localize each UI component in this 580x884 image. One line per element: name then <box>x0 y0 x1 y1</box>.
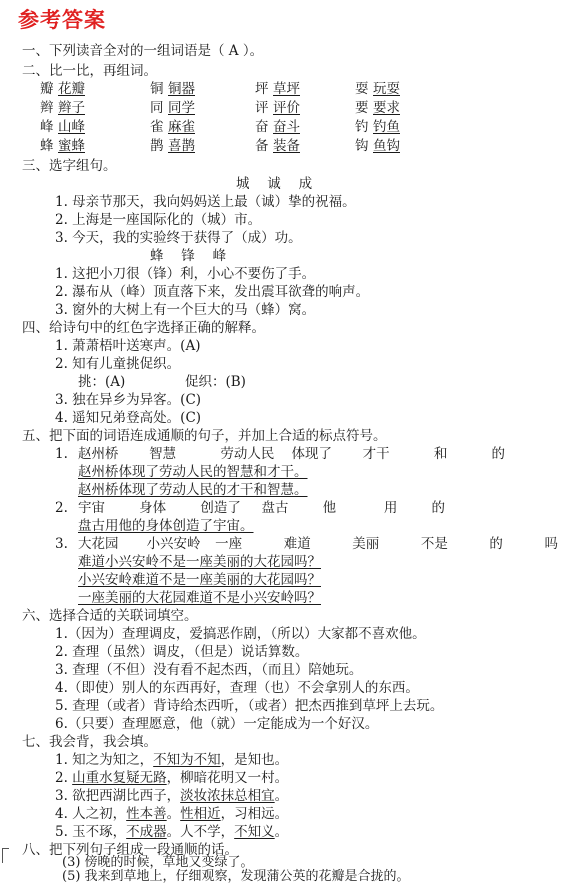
word-token: 才干 <box>362 446 390 462</box>
s7-line-2-answer: 山重水复疑无路 <box>72 770 167 786</box>
word-token: 他 <box>322 500 337 516</box>
s3-line-2: 2. 上海是一座国际化的（城）市。 <box>55 212 262 228</box>
word-token: 劳动人民 <box>220 446 275 462</box>
word-token: 智慧 <box>149 446 177 462</box>
word-token: 用 <box>383 500 398 516</box>
s7-line-4-text: 4. 人之初， <box>55 806 127 822</box>
s2-word: 奋斗 <box>273 119 300 135</box>
s2-word: 麻雀 <box>168 119 195 135</box>
s2-char: 雀 <box>150 119 164 135</box>
s7-line-4-mid: 。 <box>166 806 181 822</box>
s6-heading: 六、选择合适的关联词填空。 <box>22 608 198 624</box>
s2-char: 要 <box>355 100 369 116</box>
word-token: 体现了 <box>291 446 332 462</box>
s2-char: 蜂 <box>40 138 54 154</box>
s2-char: 备 <box>255 138 269 154</box>
s2-char: 铜 <box>150 81 164 97</box>
s4-line-3b: 促织：(B) <box>185 374 246 390</box>
word-token: 的 <box>491 446 505 462</box>
s4-line-1: 1. 萧萧梧叶送寒声。(A) <box>55 338 201 354</box>
s7-line-5-text: 5. 玉不琢， <box>55 824 127 840</box>
s2-word: 铜器 <box>168 81 195 97</box>
corner-mark <box>2 848 9 863</box>
s7-line-5-answer-2: 不知义 <box>234 824 275 840</box>
s3-line-1: 1. 母亲节那天，我向妈妈送上最（诚）挚的祝福。 <box>55 194 356 210</box>
s5-q1-answer-1: 赵州桥体现了劳动人民的智慧和才干。 <box>78 464 308 480</box>
s7-line-3-answer: 淡妆浓抹总相宜 <box>180 788 275 804</box>
s6-line-3: 3. 查理（不但）没有看不起杰西，（而且）陪她玩。 <box>55 662 363 678</box>
s2-word: 要求 <box>373 100 400 116</box>
s6-line-4: 4.（即使）别人的东西再好，查理（也）不会拿别人的东西。 <box>55 680 419 696</box>
s2-char: 钓 <box>355 119 369 135</box>
s2-char: 评 <box>255 100 269 116</box>
s8-line-1: (3) 傍晚的时候，草地又变绿了。 <box>62 855 254 870</box>
s2-word: 花瓣 <box>58 81 85 97</box>
word-token: 美丽 <box>352 536 380 552</box>
s7-line-4-answer-1: 性本善 <box>126 806 167 822</box>
s5-q3-answer-1: 难道小兴安岭不是一座美丽的大花园吗？ <box>78 554 321 570</box>
word-token: 创造了 <box>200 500 241 516</box>
s6-line-1: 1.（因为）查理调皮，爱搞恶作剧，（所以）大家都不喜欢他。 <box>55 626 426 642</box>
s8-line-2: (5) 我来到草地上，仔细观察，发现蒲公英的花瓣是合拢的。 <box>62 869 410 884</box>
s6-line-2: 2. 查理（虽然）调皮，（但是）说话算数。 <box>55 644 309 660</box>
s2-char: 辫 <box>40 100 54 116</box>
word-token: 的 <box>431 500 445 516</box>
s2-word: 评价 <box>273 100 300 116</box>
s7-line-3 <box>55 787 288 805</box>
s7-line-3-tail: 。 <box>274 788 289 804</box>
s7-line-1-text: 1. 知之为知之， <box>55 752 154 768</box>
s4-line-5: 4. 遥知兄弟登高处。(C) <box>55 410 202 426</box>
s3-line-6: 3. 窗外的大树上有一个巨大的马（蜂）窝。 <box>55 302 316 318</box>
s7-line-5-answer-1: 不成器 <box>126 824 167 840</box>
s3-line-4: 1. 这把小刀很（锋）利，小心不要伤了手。 <box>55 266 316 282</box>
word-token: 小兴安岭 <box>146 536 201 552</box>
s2-word: 同学 <box>168 100 195 116</box>
s2-char: 鹊 <box>150 138 164 154</box>
s4-line-2: 2. 知有儿童挑促织。 <box>55 356 181 372</box>
s2-word: 鱼钩 <box>373 138 400 154</box>
s8-heading: 八、把下列句子组成一段通顺的话。 <box>22 842 238 858</box>
s2-word: 草坪 <box>273 81 300 97</box>
s2-heading: 二、比一比，再组词。 <box>22 63 157 79</box>
s2-char: 峰 <box>40 119 54 135</box>
s7-line-2-tail: ，柳暗花明又一村。 <box>166 770 289 786</box>
s2-word: 辫子 <box>58 100 85 116</box>
s7-line-5 <box>55 823 288 841</box>
s5-q2-number: 2. <box>55 500 68 516</box>
word-token: 一座 <box>215 536 243 552</box>
word-token: 大花园 <box>78 536 119 552</box>
s7-line-5-mid: 。人不学， <box>166 824 235 840</box>
s6-line-6: 6.（只要）查理愿意，他（就）一定能成为一个好汉。 <box>55 716 379 732</box>
s5-q1-number: 1. <box>55 446 68 462</box>
page-title: 参考答案 <box>18 8 106 32</box>
s7-line-1-tail: ，是知也。 <box>220 752 289 768</box>
s6-line-5: 5. 查理（或者）背诗给杰西听，（或者）把杰西推到草坪上去玩。 <box>55 698 444 714</box>
s4-line-3a: 挑：(A) <box>78 374 126 390</box>
word-token: 身体 <box>139 500 167 516</box>
s5-q3-number: 3. <box>55 536 68 552</box>
s5-q3-answer-3: 一座美丽的大花园难道不是小兴安岭吗？ <box>78 590 321 606</box>
s3-chars-2: 蜂 锋 峰 <box>150 248 227 264</box>
word-token: 的 <box>489 536 503 552</box>
s2-char: 瓣 <box>40 81 54 97</box>
s3-chars-1: 城 诚 成 <box>236 176 313 192</box>
s2-word: 钓鱼 <box>373 119 400 135</box>
s2-char: 同 <box>150 100 164 116</box>
s2-word: 喜鹊 <box>168 138 195 154</box>
s7-line-4 <box>55 805 288 823</box>
s7-line-4-tail: ，习相远。 <box>220 806 289 822</box>
s2-word: 玩耍 <box>373 81 400 97</box>
s7-line-2 <box>55 769 288 787</box>
s7-line-3-text: 3. 欲把西湖比西子， <box>55 788 181 804</box>
word-token: 难道 <box>283 536 311 552</box>
word-token: 和 <box>433 446 448 462</box>
s2-word: 蜜蜂 <box>58 138 85 154</box>
s5-q3-answer-2: 小兴安岭难道不是一座美丽的大花园吗？ <box>78 572 321 588</box>
s3-line-5: 2. 瀑布从（峰）顶直落下来，发出震耳欲聋的响声。 <box>55 284 370 300</box>
word-token: 宇宙 <box>78 500 105 516</box>
s4-heading: 四、给诗句中的红色字选择正确的解释。 <box>22 320 265 336</box>
s5-q1-answer-2: 赵州桥体现了劳动人民的才干和智慧。 <box>78 482 308 498</box>
s5-heading: 五、把下面的词语连成通顺的句子，并加上合适的标点符号。 <box>22 428 387 444</box>
s7-heading: 七、我会背，我会填。 <box>22 734 157 750</box>
s2-word: 山峰 <box>58 119 85 135</box>
word-token: 不是 <box>420 536 448 552</box>
s2-char: 奋 <box>255 119 269 135</box>
s3-line-3: 3. 今天，我的实验终于获得了（成）功。 <box>55 230 302 246</box>
s7-line-1 <box>55 751 288 769</box>
s3-heading: 三、选字组句。 <box>22 158 117 174</box>
s7-line-2-number: 2. <box>55 770 73 786</box>
word-token: 赵州桥 <box>78 446 119 462</box>
s5-q2-answer-1: 盘古用他的身体创造了宇宙。 <box>78 518 254 534</box>
s2-char: 耍 <box>355 81 369 97</box>
s7-line-1-answer: 不知为不知 <box>153 752 221 768</box>
s2-char: 钩 <box>355 138 369 154</box>
word-token: 吗 <box>544 536 558 552</box>
s1-question: 一、下列读音全对的一组词语是（ A ）。 <box>22 43 264 59</box>
s2-word: 装备 <box>273 138 300 154</box>
s7-line-5-tail: 。 <box>274 824 289 840</box>
s4-line-4: 3. 独在异乡为异客。(C) <box>55 392 202 408</box>
s2-char: 坪 <box>255 81 269 97</box>
word-token: 盘古 <box>261 500 289 516</box>
s7-line-4-answer-2: 性相近 <box>180 806 221 822</box>
